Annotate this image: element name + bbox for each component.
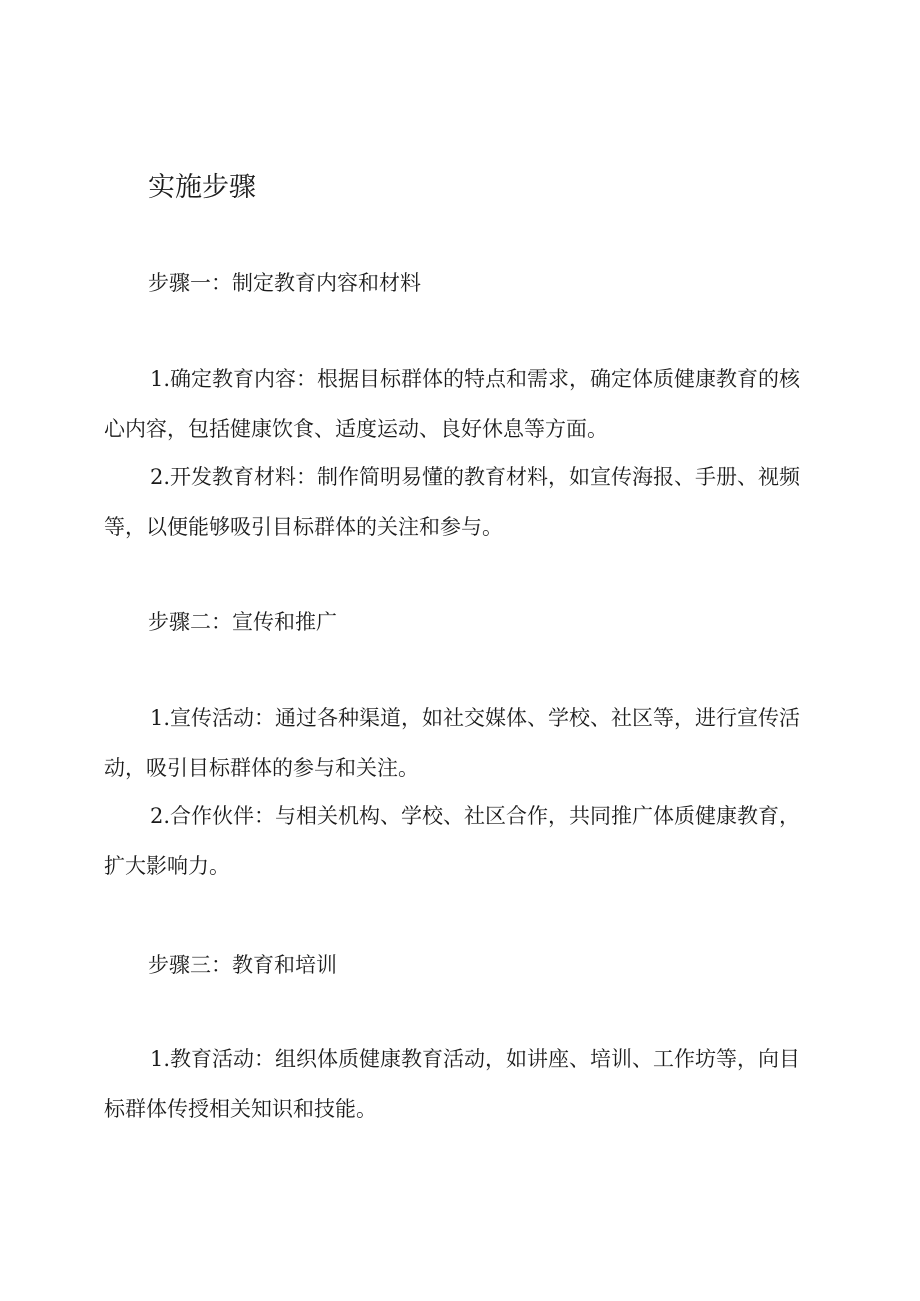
item-number: 1	[150, 1047, 164, 1071]
item-text: .教育活动：组织体质健康教育活动，如讲座、培训、工作坊等，向目标群体传授相关知识和技能。	[104, 1047, 801, 1121]
item-number: 2	[150, 804, 164, 828]
step-one-heading: 步骤一：制定教育内容和材料	[148, 271, 421, 295]
item-text: .合作伙伴：与相关机构、学校、社区合作，共同推广体质健康教育，扩大影响力。	[104, 804, 801, 878]
step-two-item-1	[104, 693, 816, 793]
step-two-heading: 步骤二：宣传和推广	[148, 610, 337, 634]
item-text: .开发教育材料：制作简明易懂的教育材料，如宣传海报、手册、视频等，以便能够吸引目标群体的关注和参与。	[104, 465, 801, 539]
item-number: 1	[150, 706, 164, 730]
step-one-item-2	[104, 452, 816, 552]
step-one-item-1	[104, 354, 816, 454]
item-text: .确定教育内容：根据目标群体的特点和需求，确定体质健康教育的核心内容，包括健康饮食、适度运动、良好休息等方面。	[104, 367, 801, 441]
item-number: 2	[150, 465, 164, 489]
item-number: 1	[150, 367, 164, 391]
step-three-item-1	[104, 1034, 816, 1134]
step-two-item-2	[104, 791, 816, 891]
step-three-heading: 步骤三：教育和培训	[148, 953, 337, 977]
page-title: 实施步骤	[148, 172, 256, 203]
item-text: .宣传活动：通过各种渠道，如社交媒体、学校、社区等，进行宣传活动，吸引目标群体的参与和关注。	[104, 706, 801, 780]
